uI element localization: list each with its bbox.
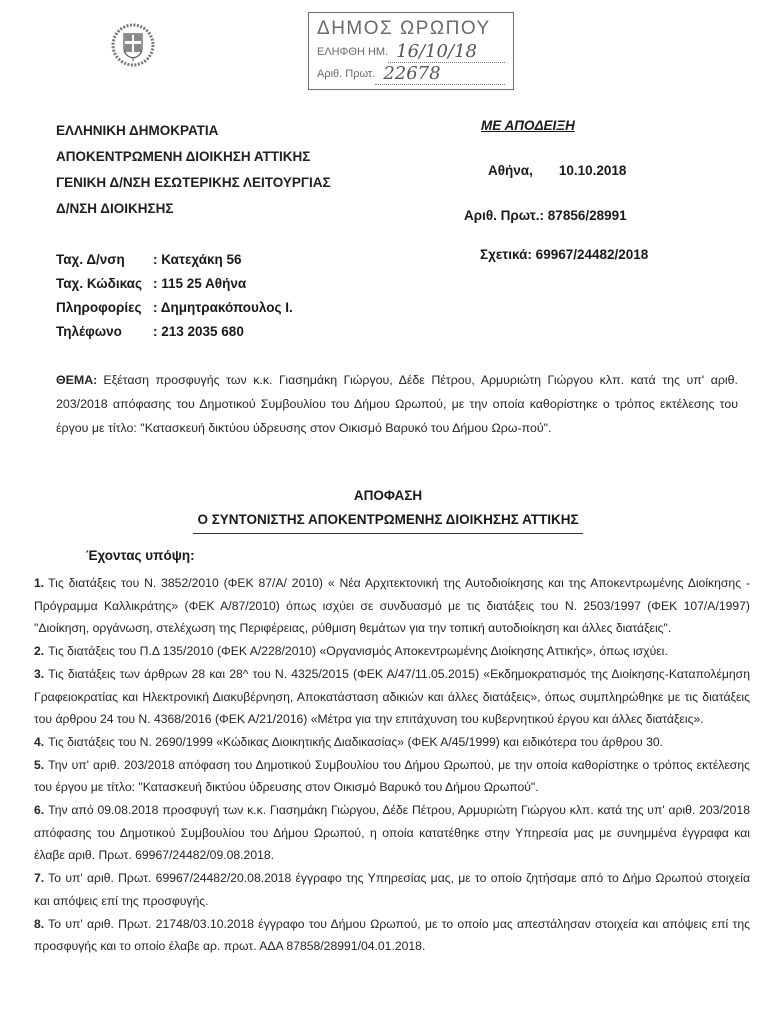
item-text: Τις διατάξεις του Ν. 2690/1999 «Κώδικας Διοικητικής Διαδικασίας» (ΦΕΚ Α/45/1999) και ειδικότερα του άρθρου 30. <box>48 734 664 749</box>
contact-block <box>56 248 293 344</box>
stamp-protocol-value: 22678 <box>375 64 505 85</box>
subject-label: ΘΕΜΑ: <box>56 373 98 387</box>
contact-key: Τηλέφωνο <box>56 324 122 339</box>
greek-coat-of-arms-icon <box>110 22 156 68</box>
related-reference: Σχετικά: 69967/24482/2018 <box>480 247 649 262</box>
contact-key: Ταχ. Δ/νση <box>56 252 125 267</box>
contact-row <box>56 320 293 344</box>
contact-key: Ταχ. Κώδικας <box>56 276 142 291</box>
contact-value: : 213 2035 680 <box>153 324 244 339</box>
stamp-received-row <box>317 41 505 63</box>
item-text: Τις διατάξεις των άρθρων 28 και 28^ του Ν. 4325/2015 (ΦΕΚ Α/47/11.05.2015) «Εκδημοκρατισμός της Διοίκησης-Καταπολέμηση Γραφειοκρατίας και Ηλεκτρονική Διακυβέρνηση, Αποκατάσταση αδικιών και άλλες διατάξεις», όπως συμπληρώθηκε με τις διατάξεις του άρθρου 24 του Ν. 4368/2016 (ΦΕΚ Α/21/2016) «Μέτρα για την επιτάχυνση του κυβερνητικού έργου και άλλες διατάξεις». <box>34 666 750 727</box>
protocol-number: Αριθ. Πρωτ.: 87856/28991 <box>464 208 627 223</box>
contact-row <box>56 272 293 296</box>
received-stamp <box>308 12 514 90</box>
list-item <box>34 799 750 867</box>
stamp-protocol-row <box>317 63 505 85</box>
city: Αθήνα, <box>488 163 533 178</box>
item-text: Το υπ' αριθ. Πρωτ. 69967/24482/20.08.2018 έγγραφο της Υπηρεσίας μας, με το οποίο ζητήσαμε από το Δήμο Ωρωπού στοιχεία και απόψεις επί της προσφυγής. <box>34 871 750 908</box>
list-item <box>34 913 750 958</box>
delivery-mode: ΜΕ ΑΠΟΔΕΙΞΗ <box>481 118 575 133</box>
list-item <box>34 731 750 754</box>
decision-title: ΑΠΟΦΑΣΗ <box>353 488 423 503</box>
authority-line: ΕΛΛΗΝΙΚΗ ΔΗΜΟΚΡΑΤΙΑ <box>56 123 219 138</box>
decision-subtitle: Ο ΣΥΝΤΟΝΙΣΤΗΣ ΑΠΟΚΕΝΤΡΩΜΕΝΗΣ ΔΙΟΙΚΗΣΗΣ ΑΤΤΙΚΗΣ <box>193 508 582 534</box>
item-number: 5. <box>34 757 45 772</box>
decision-heading <box>0 484 776 534</box>
list-item <box>34 572 750 640</box>
item-number: 6. <box>34 803 45 818</box>
stamp-received-value: 16/10/18 <box>388 42 505 63</box>
contact-row <box>56 296 293 320</box>
list-item <box>34 754 750 799</box>
contact-row <box>56 248 293 272</box>
subject-text: Εξέταση προσφυγής των κ.κ. Γιασημάκη Γιώργου, Δέδε Πέτρου, Αρμυριώτη Γιώργου κλπ. κατά της υπ' αριθ. 203/2018 απόφασης του Δημοτικού Συμβουλίου του Δήμου Ωρωπού, με την οποία καθορίστηκε ο τρόπος εκτέλεσης του έργου με τίτλο: "Κατασκευή δικτύου ύδρευσης στον Οικισμό Βαρυκό του Δήμου Ωρω-πού". <box>56 373 738 435</box>
contact-key: Πληροφορίες <box>56 300 142 315</box>
item-number: 3. <box>34 666 45 681</box>
item-text: Την υπ' αριθ. 203/2018 απόφαση του Δημοτικού Συμβουλίου του Δήμου Ωρωπού, με την οποία καθορίστηκε ο τρόπος εκτέλεσης του έργου με τίτλο: "Κατασκευή δικτύου ύδρευσης στον Οικισμό Βαρυκό του Δήμου Ωρωπού". <box>34 757 750 795</box>
item-text: Το υπ' αριθ. Πρωτ. 21748/03.10.2018 έγγραφο του Δήμου Ωρωπού, με το οποίο μας απεστάλησαν στοιχεία και απόψεις επί της προσφυγής και το οποίο έλαβε αρ. πρωτ. ΑΔΑ 87858/28991/04.01.2018. <box>34 916 750 954</box>
considering-list <box>34 572 750 958</box>
item-text: Την από 09.08.2018 προσφυγή των κ.κ. Γιασημάκη Γιώργου, Δέδε Πέτρου, Αρμυριώτη Γιώργου κλπ. κατά της υπ' αριθ. 203/2018 απόφασης του Δημοτικού Συμβουλίου του Δήμου Ωρωπού, η οποία κατατέθηκε στην Υπηρεσία μας με συνημμένα έγγραφα και έλαβε αριθ. Πρωτ. 69967/24482/09.08.2018. <box>34 803 750 863</box>
authority-line: ΓΕΝΙΚΗ Δ/ΝΣΗ ΕΣΩΤΕΡΙΚΗΣ ΛΕΙΤΟΥΡΓΙΑΣ <box>56 175 331 190</box>
list-item <box>34 663 750 731</box>
considering-heading: Έχοντας υπόψη: <box>86 548 195 563</box>
contact-value: : Δημητρακόπουλος Ι. <box>153 300 293 315</box>
issuing-authority <box>56 118 331 222</box>
list-item <box>34 640 750 663</box>
authority-line: Δ/ΝΣΗ ΔΙΟΙΚΗΣΗΣ <box>56 201 174 216</box>
item-text: Τις διατάξεις του Π.Δ 135/2010 (ΦΕΚ Α/228/2010) «Οργανισμός Αποκεντρωμένης Διοίκησης Αττικής», όπως ισχύει. <box>48 644 668 659</box>
item-number: 7. <box>34 871 45 886</box>
item-number: 2. <box>34 644 45 659</box>
item-number: 8. <box>34 916 45 931</box>
contact-value: : Κατεχάκη 56 <box>153 252 242 267</box>
stamp-title: ΔΗΜΟΣ ΩΡΩΠΟΥ <box>317 18 491 39</box>
authority-line: ΑΠΟΚΕΝΤΡΩΜΕΝΗ ΔΙΟΙΚΗΣΗ ΑΤΤΙΚΗΣ <box>56 149 311 164</box>
stamp-protocol-label: Αριθ. Πρωτ. <box>317 68 376 80</box>
list-item <box>34 867 750 912</box>
subject-paragraph <box>56 368 738 440</box>
item-number: 4. <box>34 734 45 749</box>
contact-value: : 115 25 Αθήνα <box>153 276 247 291</box>
document-date <box>488 163 626 178</box>
item-number: 1. <box>34 576 45 590</box>
item-text: Τις διατάξεις του Ν. 3852/2010 (ΦΕΚ 87/Α/ 2010) « Νέα Αρχιτεκτονική της Αυτοδιοίκησης και της Αποκεντρωμένης Διοίκησης - Πρόγραμμα Καλλικράτης» (ΦΕΚ Α/87/2010) όπως ισχύει σε συνδυασμό με τις διατάξεις του Ν. 2503/1997 (ΦΕΚ 107/Α/1997) "Διοίκηση, οργάνωση, στελέχωση της Περιφέρειας, ρύθμιση θεμάτων για την τοπική αυτοδιοίκηση και άλλες διατάξεις". <box>34 576 750 636</box>
stamp-received-label: ΕΛΗΦΘΗ ΗΜ. <box>317 46 389 58</box>
date-value: 10.10.2018 <box>558 163 627 178</box>
